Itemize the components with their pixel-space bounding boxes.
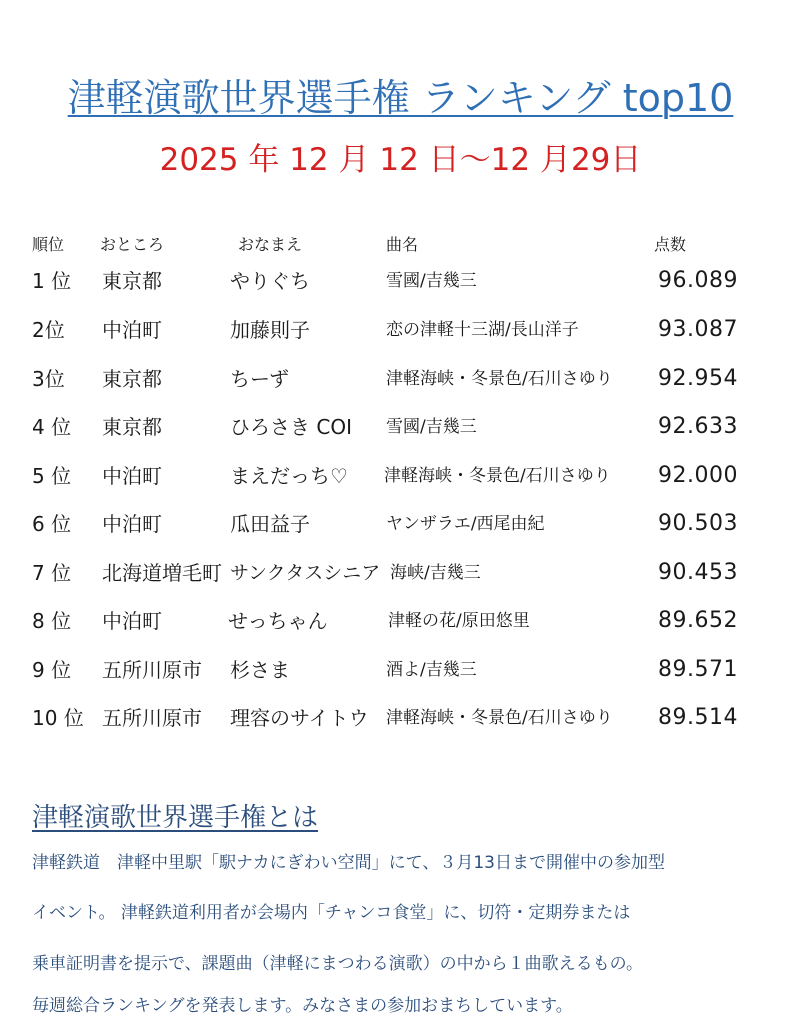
about-line: 毎週総合ランキングを発表します。みなさまの参加おまちしています。 <box>32 996 573 1016</box>
about-line: 乗車証明書を提示で、課題曲（津軽にまつわる演歌）の中から１曲歌えるもの。 <box>32 954 643 974</box>
score-cell: 89.652 <box>658 608 738 633</box>
score-cell: 92.633 <box>658 414 738 439</box>
rank-cell: 5 位 <box>32 464 72 488</box>
rank-cell: 10 位 <box>32 706 84 730</box>
song-cell: 海峡/吉幾三 <box>390 563 481 583</box>
song-cell: 津軽海峡・冬景色/石川さゆり <box>386 369 613 389</box>
table-row <box>0 698 801 738</box>
song-cell: 雪國/吉幾三 <box>386 271 477 291</box>
score-cell: 92.000 <box>658 463 738 488</box>
header-place: おところ <box>100 235 165 254</box>
header-rank: 順位 <box>32 235 65 254</box>
place-cell: 東京都 <box>102 367 162 391</box>
song-cell: 津軽海峡・冬景色/石川さゆり <box>386 708 613 728</box>
rank-cell: 4 位 <box>32 415 72 439</box>
place-cell: 五所川原市 <box>102 658 202 682</box>
score-cell: 89.571 <box>658 657 738 682</box>
score-cell: 89.514 <box>658 705 738 730</box>
rank-cell: 2位 <box>32 318 65 342</box>
song-cell: 恋の津軽十三湖/長山洋子 <box>386 320 579 340</box>
rank-cell: 1 位 <box>32 269 72 293</box>
date-range: 2025 年 12 月 12 日～12 月29日 <box>159 142 642 178</box>
about-line: 津軽鉄道 津軽中里駅「駅ナカにぎわい空間」にて、３月13日まで開催中の参加型 <box>32 853 665 873</box>
song-cell: 津軽の花/原田悠里 <box>388 611 530 631</box>
place-cell: 中泊町 <box>102 512 162 536</box>
name-cell: 加藤則子 <box>230 318 310 342</box>
table-row <box>0 456 801 496</box>
table-row <box>0 650 801 690</box>
score-cell: 96.089 <box>658 268 738 293</box>
table-row <box>0 504 801 544</box>
place-cell: 東京都 <box>102 269 162 293</box>
page-title: 津軽演歌世界選手権 ランキング top10 <box>67 76 734 120</box>
header-score: 点数 <box>654 235 687 254</box>
header-song: 曲名 <box>386 235 419 254</box>
place-cell: 東京都 <box>102 415 162 439</box>
rank-cell: 8 位 <box>32 609 72 633</box>
score-cell: 92.954 <box>658 366 738 391</box>
name-cell: 理容のサイトウ <box>230 706 369 730</box>
table-row <box>0 261 801 301</box>
header-name: おなまえ <box>238 235 303 254</box>
place-cell: 中泊町 <box>102 609 162 633</box>
place-cell: 中泊町 <box>102 318 162 342</box>
score-cell: 90.503 <box>658 511 738 536</box>
table-row <box>0 359 801 399</box>
name-cell: ちーず <box>230 367 289 391</box>
table-row <box>0 310 801 350</box>
song-cell: 雪國/吉幾三 <box>386 417 477 437</box>
song-cell: ヤンザラエ/西尾由紀 <box>386 514 545 534</box>
name-cell: せっちゃん <box>228 609 328 633</box>
name-cell: やりぐち <box>230 269 310 293</box>
about-line: イベント。 津軽鉄道利用者が会場内「チャンコ食堂」に、切符・定期券または <box>32 903 631 923</box>
about-heading: 津軽演歌世界選手権とは <box>32 803 319 833</box>
name-cell: ひろさき COI <box>230 415 352 439</box>
table-row <box>0 407 801 447</box>
name-cell: まえだっち♡ <box>230 464 348 488</box>
table-row <box>0 601 801 641</box>
rank-cell: 9 位 <box>32 658 72 682</box>
song-cell: 津軽海峡・冬景色/石川さゆり <box>384 466 611 486</box>
name-cell: 瓜田益子 <box>230 512 310 536</box>
score-cell: 93.087 <box>658 317 738 342</box>
name-cell: 杉さま <box>230 658 290 682</box>
rank-cell: 3位 <box>32 367 65 391</box>
place-cell: 北海道増毛町 <box>102 561 222 585</box>
name-cell: サンクタスシニア <box>230 562 381 584</box>
place-cell: 中泊町 <box>102 464 162 488</box>
place-cell: 五所川原市 <box>102 706 202 730</box>
table-row <box>0 553 801 593</box>
score-cell: 90.453 <box>658 560 738 585</box>
rank-cell: 6 位 <box>32 512 72 536</box>
song-cell: 酒よ/吉幾三 <box>386 660 477 680</box>
rank-cell: 7 位 <box>32 561 72 585</box>
